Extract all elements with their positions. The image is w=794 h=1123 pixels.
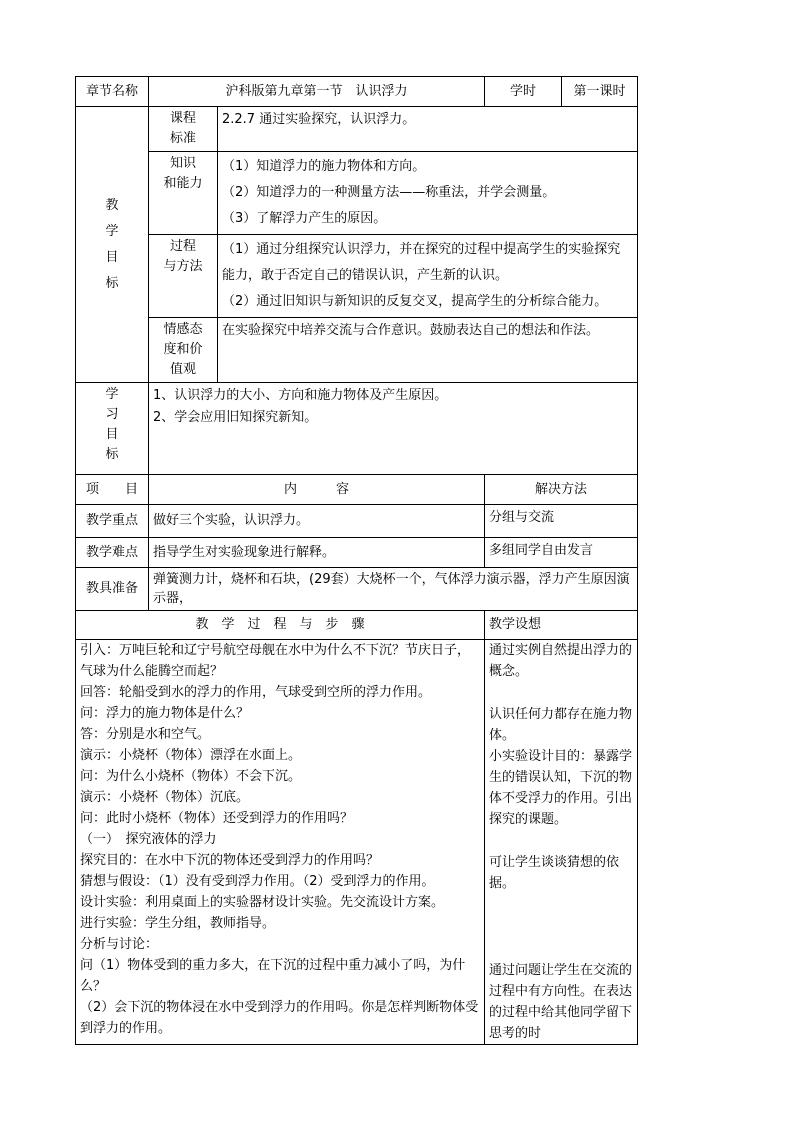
goal-process-row [76,235,638,318]
equipment-label: 教具准备 [76,568,149,611]
design-item: 通过问题让学生在交流的过程中有方向性。在表达的过程中给其他同学留下思考的时 [489,963,633,1041]
process-steps [76,640,485,1045]
process-text: （1）通过分组探究认识浮力，并在探究的过程中提高学生的实验探究能力，敢于否定自己的错误认识，产生新的认识。 （2）通过旧知识与新知识的反复交叉，提高学生的分析综合能力。 [218,235,638,318]
design-item: 通过实例自然提出浮力的概念。 [489,643,633,679]
emotion-label: 情感态 度和价 值观 [149,318,218,383]
step-item: 进行实验：学生分组，教师指导。 [80,916,276,931]
step-item: 演示：小烧杯（物体）沉底。 [80,790,250,805]
items-header-row [76,475,638,505]
lesson-plan-table [75,76,638,1045]
goal-knowledge-row [76,152,638,235]
design-item: 认识任何力都存在施力物体。 [489,707,633,743]
step-item: 探究目的：在水中下沉的物体还受到浮力的作用吗？ [80,853,380,868]
step-item: 答：分别是水和空气。 [80,727,211,742]
process-body-row [76,640,638,1045]
step-item: 问：浮力的施力物体是什么？ [80,706,250,721]
design-item: 小实验设计目的：暴露学生的错误认知，下沉的物体不受浮力的作用。引出探究的课题。 [489,749,633,827]
key-point-label: 教学重点 [76,505,149,538]
process-label: 过程 与方法 [149,235,218,318]
study-goals-text: 1、认识浮力的大小、方向和施力物体及产生原因。 2、学会应用旧知探究新知。 [149,383,638,475]
emotion-text: 在实验探究中培养交流与合作意识。鼓励表达自己的想法和作法。 [218,318,638,383]
step-item: 问（1）物体受到的重力多大，在下沉的过程中重力减小了吗，为什么？ [80,958,466,994]
knowledge-label: 知识 和能力 [149,152,218,235]
design-item: 可让学生谈谈猜想的依据。 [489,855,620,891]
step-item: 引入：万吨巨轮和辽宁号航空母舰在水中为什么不下沉？节庆日子，气球为什么能腾空而起？ [80,643,471,679]
step-item: 问：为什么小烧杯（物体）不会下沉。 [80,769,302,784]
items-col-item: 项 目 [76,475,149,505]
difficulty-content: 指导学生对实验现象进行解释。 [149,538,485,568]
equipment-row [76,568,638,611]
chapter-value: 沪科版第九章第一节 认识浮力 [149,77,485,107]
study-goals-label: 学 习 目 标 [76,383,149,475]
items-col-content: 内 容 [149,475,485,505]
study-goals-row [76,383,638,475]
lesson-plan-page [75,76,637,1045]
step-item: （2）会下沉的物体浸在水中受到浮力的作用吗。你是怎样判断物体受到浮力的作用。 [80,1000,479,1036]
standard-text: 2.2.7 通过实验探究，认识浮力。 [218,107,638,152]
design-title: 教学设想 [485,611,638,640]
chapter-label: 章节名称 [76,77,149,107]
difficulty-method: 多组同学自由发言 [485,538,638,568]
goal-emotion-row [76,318,638,383]
key-point-row [76,505,638,538]
step-item: 回答：轮船受到水的浮力的作用，气球受到空所的浮力作用。 [80,685,432,700]
process-title: 教 学 过 程 与 步 骤 [76,611,485,640]
standard-label: 课程 标准 [149,107,218,152]
key-point-method: 分组与交流 [485,505,638,538]
key-point-content: 做好三个实验，认识浮力。 [149,505,485,538]
goal-standard-row [76,107,638,152]
step-item: 分析与讨论： [80,937,159,952]
knowledge-text: （1）知道浮力的施力物体和方向。 （2）知道浮力的一种测量方法——称重法，并学会测量。 （3）了解浮力产生的原因。 [218,152,638,235]
header-row [76,77,638,107]
difficulty-label: 教学难点 [76,538,149,568]
teaching-goals-label: 教 学 目 标 [76,107,149,383]
step-item: 问：此时小烧杯（物体）还受到浮力的作用吗？ [80,811,354,826]
items-col-method: 解决方法 [485,475,638,505]
equipment-text: 弹簧测力计，烧杯和石块，(29套）大烧杯一个，气体浮力演示器，浮力产生原因演示器， [149,568,638,611]
step-item: 设计实验：利用桌面上的实验器材设计实验。先交流设计方案。 [80,895,445,910]
step-item: （一） 探究液体的浮力 [80,832,217,847]
step-item: 演示：小烧杯（物体）漂浮在水面上。 [80,748,302,763]
period-label: 学时 [485,77,562,107]
difficulty-row [76,538,638,568]
design-notes [485,640,638,1045]
step-item: 猜想与假设：（1）没有受到浮力作用。（2）受到浮力的作用。 [80,874,435,889]
process-header-row [76,611,638,640]
period-value: 第一课时 [562,77,638,107]
